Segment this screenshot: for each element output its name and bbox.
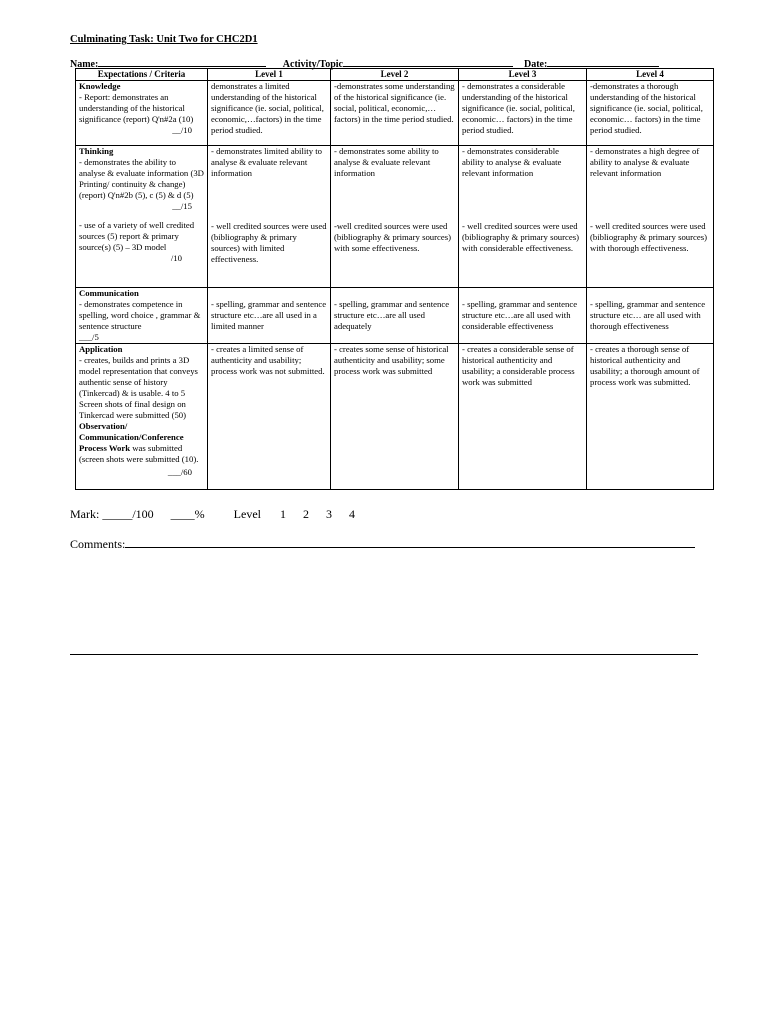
activity-field[interactable] (343, 57, 513, 67)
column-header-level-2: Level 2 (331, 69, 459, 81)
level-2-cell: - spelling, grammar and sentence structure etc…are all used adequately (331, 288, 459, 344)
table-row-thinking (76, 146, 714, 288)
criteria-description: - Report: demonstrates an understanding of the historical significance (report) Q'n#2a (10) (79, 92, 194, 124)
criteria-cell-thinking (76, 146, 208, 288)
table-row-application (76, 344, 714, 490)
comments-section (70, 535, 695, 552)
level-4-cell: - demonstrates a high degree of ability to analyse & evaluate relevant information - well credited sources were used (bibliography & primary sources) with thorough effectiveness. (587, 146, 714, 288)
level-label: Level (233, 507, 261, 521)
criteria-title: Knowledge (79, 81, 121, 91)
criteria-cell-application (76, 344, 208, 490)
table-header-row (76, 69, 714, 81)
level-1-cell: demonstrates a limited understanding of the historical significance (ie. social, political, economic,…factors) in the time period studied. (208, 81, 331, 146)
level-1-cell: - spelling, grammar and sentence structure etc…are all used in a limited manner (208, 288, 331, 344)
level-2-cell: -demonstrates some understanding of the historical significance (ie. social, political, economic,… factors) in the time period studied. (331, 81, 459, 146)
rubric-table (75, 68, 714, 490)
level-option-1[interactable]: 1 (280, 507, 286, 521)
column-header-level-1: Level 1 (208, 69, 331, 81)
column-header-criteria: Expectations / Criteria (76, 69, 208, 81)
comments-label: Comments: (70, 537, 126, 551)
activity-label: Activity/Topic (282, 59, 343, 70)
column-header-level-4: Level 4 (587, 69, 714, 81)
mark-field[interactable]: Mark: _____/100 (70, 507, 154, 521)
criteria-description: - demonstrates competence in spelling, word choice , grammar & sentence structure (79, 299, 201, 331)
criteria-score: __/10 (172, 125, 192, 135)
level-3-cell: - spelling, grammar and sentence structure etc…are all used with considerable effectiveness (459, 288, 587, 344)
level-1-cell: - demonstrates limited ability to analyse & evaluate relevant information - well credited sources were used (bibliography & primary sources) with limited effectiveness. (208, 146, 331, 288)
criteria-description: - creates, builds and prints a 3D model representation that conveys authentic sense of history (Tinkercad) & is usable. 4 to 5 Screen shots of final design on Tinkercad were submitted (50) Observation/ Communication/Conference Process Work was submitted (screen shots were submitted (10). (79, 355, 199, 464)
criteria-cell-communication (76, 288, 208, 344)
comments-field[interactable] (125, 535, 695, 548)
mark-summary (70, 507, 369, 522)
criteria-score: /10 (170, 253, 182, 263)
percent-field[interactable]: ____% (170, 507, 205, 521)
level-4-cell: - spelling, grammar and sentence structure etc… are all used with thorough effectiveness (587, 288, 714, 344)
name-label: Name: (70, 59, 99, 70)
level-option-2[interactable]: 2 (303, 507, 309, 521)
date-label: Date: (523, 59, 548, 70)
criteria-score: ___/5 (79, 332, 99, 342)
table-row-communication (76, 288, 714, 344)
level-3-cell: - demonstrates considerable ability to analyse & evaluate relevant information - well credited sources were used (bibliography & primary sources) with considerable effectiveness. (459, 146, 587, 288)
criteria-score: __/15 (172, 201, 192, 211)
column-header-level-3: Level 3 (459, 69, 587, 81)
criteria-description: - demonstrates the ability to analyse & evaluate information (3D Printing/ continuity & change) (report) Q'n#2b (5), c (5) & d (5) (79, 157, 204, 200)
level-2-cell: - demonstrates some ability to analyse & evaluate relevant information -well credited sources were used (bibliography & primary sources) with some effectiveness. (331, 146, 459, 288)
criteria-title: Communication (79, 288, 139, 298)
level-3-cell: - creates a considerable sense of historical authenticity and usability; a considerable process work was submitted (459, 344, 587, 490)
page-title: Culminating Task: Unit Two for CHC2D1 (70, 34, 258, 45)
criteria-score: ___/60 (167, 467, 192, 477)
criteria-title: Thinking (79, 146, 114, 156)
criteria-description: - use of a variety of well credited sources (5) report & primary source(s) (5) – 3D model (79, 220, 195, 252)
criteria-title: Application (79, 344, 123, 354)
table-row-knowledge (76, 81, 714, 146)
level-3-cell: - demonstrates a considerable understanding of the historical significance (ie. social, political, economic… factors) in the time period studied. (459, 81, 587, 146)
criteria-cell-knowledge (76, 81, 208, 146)
name-field[interactable] (98, 57, 266, 67)
level-option-4[interactable]: 4 (349, 507, 355, 521)
level-4-cell: - creates a thorough sense of historical authenticity and usability; a thorough amount of process work was submitted. (587, 344, 714, 490)
level-2-cell: - creates some sense of historical authenticity and usability; some process work was submitted (331, 344, 459, 490)
comments-rule-divider (70, 654, 698, 655)
date-field[interactable] (547, 57, 659, 67)
level-1-cell: - creates a limited sense of authenticity and usability; process work was not submitted. (208, 344, 331, 490)
level-4-cell: -demonstrates a thorough understanding of the historical significance (ie. social, political, economic… factors) in the time period studied. (587, 81, 714, 146)
level-option-3[interactable]: 3 (326, 507, 332, 521)
